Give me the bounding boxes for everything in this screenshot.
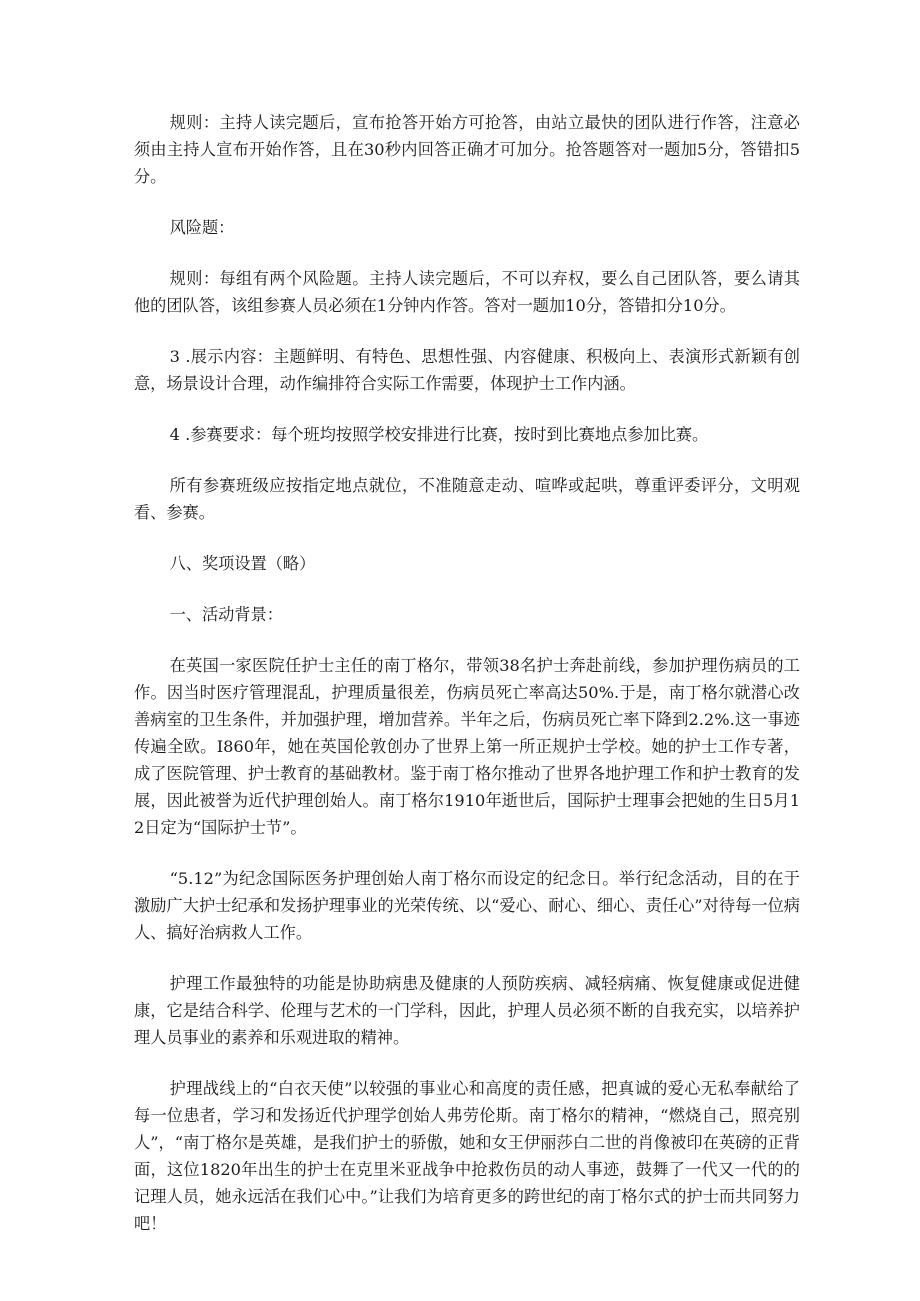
paragraph-nursing-function: 护理工作最独特的功能是协助病患及健康的人预防疾病、减轻病痛、恢复健康或促进健康，它是结合科学、伦理与艺术的一门学科，因此，护理人员必须不断的自我充实，以培养护理人员事业的素养和乐观进取的精神。 bbox=[134, 974, 800, 1047]
paragraph-awards-heading: 八、奖项设置（略） bbox=[169, 554, 316, 573]
paragraph-nightingale-history: 在英国一家医院任护士主任的南丁格尔，带领38名护士奔赴前线，参加护理伤病员的工作。因当时医疗管理混乱，护理质量很差，伤病员死亡率高达50%.于是，南丁格尔就潜心改善病室的卫生条件，并加强护理，增加营养。半年之后，伤病员死亡率下降到2.2%.这一事迹传遍全欧。I860年，她在英国伦敦创办了世界上第一所正规护士学校。她的护士工作专著，成了医院管理、护士教育的基础教材。鉴于南丁格尔推动了世界各地护理工作和护士教育的发展，因此被誉为近代护理创始人。南丁格尔1910年逝世后，国际护士理事会把她的生日5月12日定为“国际护士节”。 bbox=[134, 656, 800, 837]
paragraph-conduct: 所有参赛班级应按指定地点就位，不准随意走动、喧哗或起哄，尊重评委评分，文明观看、参赛。 bbox=[134, 476, 800, 522]
paragraph-display-content: 3 .展示内容：主题鲜明、有特色、思想性强、内容健康、积极向上、表演形式新颖有创意，场景设计合理，动作编排符合实际工作需要，体现护士工作内涵。 bbox=[134, 347, 800, 393]
paragraph-white-angels: 护理战线上的“白衣天使”以较强的事业心和高度的责任感，把真诚的爱心无私奉献给了每一位患者，学习和发扬近代护理学创始人弗劳伦斯。南丁格尔的精神，“燃烧自己，照亮别人”，“南丁格尔是英雄，是我们护士的骄傲，她和女王伊丽莎白二世的肖像被印在英磅的正背面，这位1820年出生的护士在克里米亚战争中抢救伤员的动人事迹，鼓舞了一代又一代的的记理人员，她永远活在我们心中。”让我们为培育更多的跨世纪的南丁格尔式的护士而共同努力吧！ bbox=[134, 1079, 800, 1233]
document-body bbox=[134, 109, 800, 1261]
paragraph-risk-heading: 风险题： bbox=[169, 218, 235, 237]
paragraph-rush-rules: 规则：主持人读完题后，宣布抢答开始方可抢答，由站立最快的团队进行作答，注意必须由主持人宣布开始作答，且在30秒内回答正确才可加分。抢答题答对一题加5分，答错扣5分。 bbox=[134, 113, 800, 186]
paragraph-512-meaning: “5.12”为纪念国际医务护理创始人南丁格尔而设定的纪念日。举行纪念活动，目的在于激励广大护士纪承和发扬护理事业的光荣传统、以“爱心、耐心、细心、责任心”对待每一位病人、搞好治病救人工作。 bbox=[134, 869, 800, 942]
paragraph-risk-rules: 规则：每组有两个风险题。主持人读完题后，不可以弃权，要么自己团队答，要么请其他的团队答，该组参赛人员必须在1分钟内作答。答对一题加10分，答错扣分10分。 bbox=[134, 269, 800, 315]
paragraph-background-heading: 一、活动背景： bbox=[169, 605, 283, 624]
paragraph-entry-requirements: 4 .参赛要求：每个班均按照学校安排进行比赛，按时到比赛地点参加比赛。 bbox=[169, 425, 709, 444]
